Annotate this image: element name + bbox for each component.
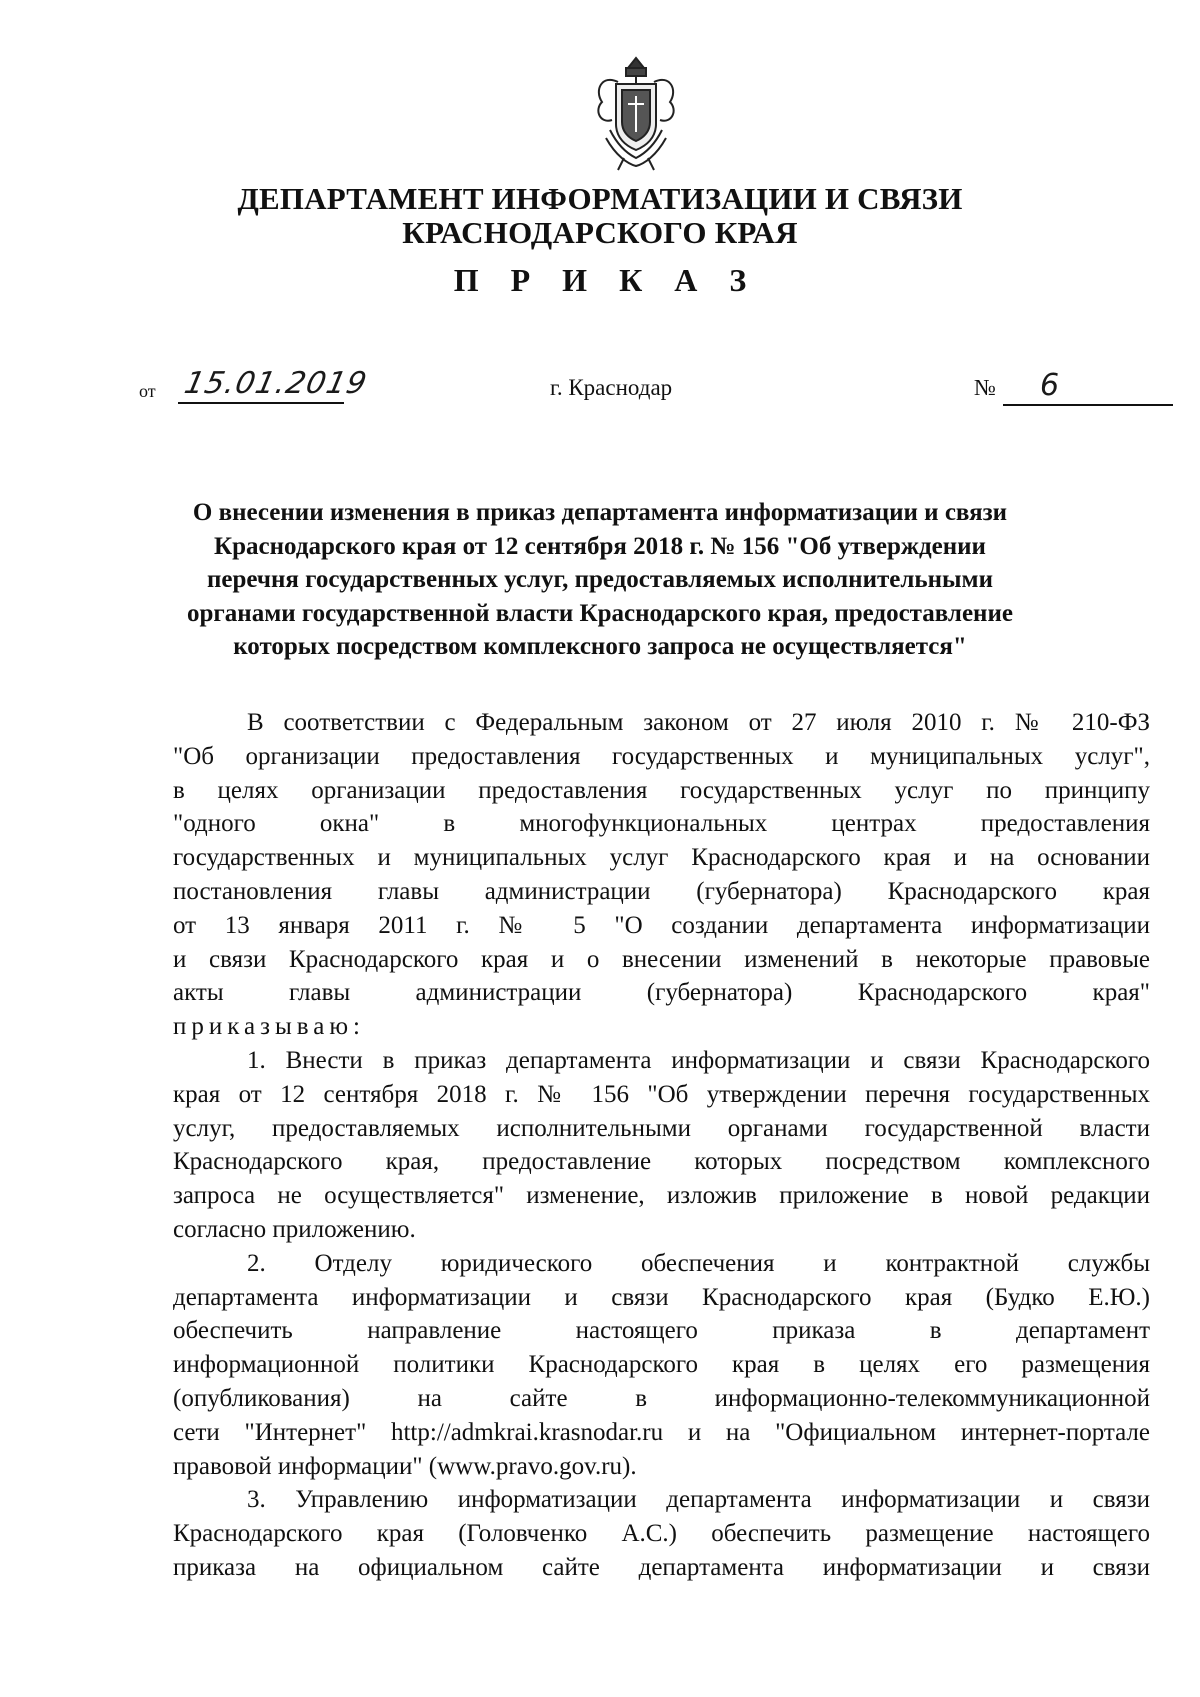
body-line: (опубликования) на сайте в информационно-телекоммуникационной — [173, 1384, 1150, 1412]
handwritten-number: 6 — [1040, 368, 1061, 403]
body-line-order-verb: приказываю: — [173, 1013, 365, 1041]
title-line: которых посредством комплексного запроса не осуществляется" — [233, 633, 967, 660]
body-line: "одного окна" в многофункциональных центрах предоставления — [173, 810, 1150, 838]
body-line: В соответствии с Федеральным законом от 27 июля 2010 г. № 210-ФЗ — [247, 709, 1150, 736]
body-line: края от 12 сентября 2018 г. № 156 "Об утверждении перечня государственных — [173, 1080, 1150, 1108]
body-line: сети "Интернет" http://admkrai.krasnodar.ru и на "Официальном интернет-портале — [173, 1418, 1150, 1446]
body-line: согласно приложению. — [173, 1215, 416, 1243]
body-line: в целях организации предоставления государственных услуг по принципу — [173, 776, 1150, 804]
body-line: департамента информатизации и связи Краснодарского края (Будко Е.Ю.) — [173, 1283, 1150, 1311]
body-line: информационной политики Краснодарского края в целях его размещения — [173, 1351, 1150, 1379]
body-line: правовой информации" (www.pravo.gov.ru). — [173, 1452, 637, 1480]
body-line: запроса не осуществляется" изменение, изложив приложение в новой редакции — [173, 1182, 1150, 1210]
body-line: государственных и муниципальных услуг Краснодарского края и на основании — [173, 844, 1150, 872]
city: г. Краснодар — [550, 375, 673, 400]
document-body — [173, 706, 1150, 1585]
title-line: О внесении изменения в приказ департамента информатизации и связи — [192, 499, 1008, 526]
date-label: от — [139, 381, 156, 401]
body-line: приказа на официальном сайте департамента информатизации и связи — [173, 1553, 1150, 1581]
body-line: акты главы администрации (губернатора) Краснодарского края" — [173, 979, 1150, 1007]
title-line: Краснодарского края от 12 сентября 2018 г. № 156 "Об утверждении — [214, 532, 986, 560]
body-line: 3. Управлению информатизации департамента информатизации и связи — [247, 1486, 1150, 1514]
body-line: постановления главы администрации (губернатора) Краснодарского края — [173, 877, 1150, 905]
handwritten-date: 15.01.2019 — [181, 366, 371, 401]
number-label: № — [974, 375, 996, 400]
body-line: Краснодарского края (Головченко А.С.) обеспечить размещение настоящего — [173, 1520, 1150, 1548]
title-line: перечня государственных услуг, предоставляемых исполнительными — [207, 566, 993, 593]
coat-of-arms-icon — [588, 54, 684, 172]
body-line: 2. Отделу юридического обеспечения и контрактной службы — [247, 1249, 1150, 1277]
body-line: "Об организации предоставления государственных и муниципальных услуг", — [173, 742, 1150, 770]
document-type: П Р И К А З — [453, 262, 759, 298]
body-line: 1. Внести в приказ департамента информатизации и связи Краснодарского — [247, 1046, 1150, 1074]
body-line: и связи Краснодарского края и о внесении изменений в некоторые правовые — [173, 945, 1150, 973]
number-underline — [1003, 404, 1173, 406]
document-title — [160, 496, 1040, 664]
body-line: от 13 января 2011 г. № 5 "О создании департамента информатизации — [173, 911, 1150, 939]
body-line: услуг, предоставляемых исполнительными органами государственной власти — [173, 1114, 1150, 1142]
title-line: органами государственной власти Краснодарского края, предоставление — [187, 599, 1013, 627]
department-name-line-2: КРАСНОДАРСКОГО КРАЯ — [402, 215, 798, 250]
department-name-line-1: ДЕПАРТАМЕНТ ИНФОРМАТИЗАЦИИ И СВЯЗИ — [237, 181, 963, 216]
body-line: Краснодарского края, предоставление которых посредством комплексного — [173, 1148, 1150, 1176]
body-line: обеспечить направление настоящего приказа в департамент — [173, 1317, 1150, 1345]
date-underline — [178, 402, 344, 404]
